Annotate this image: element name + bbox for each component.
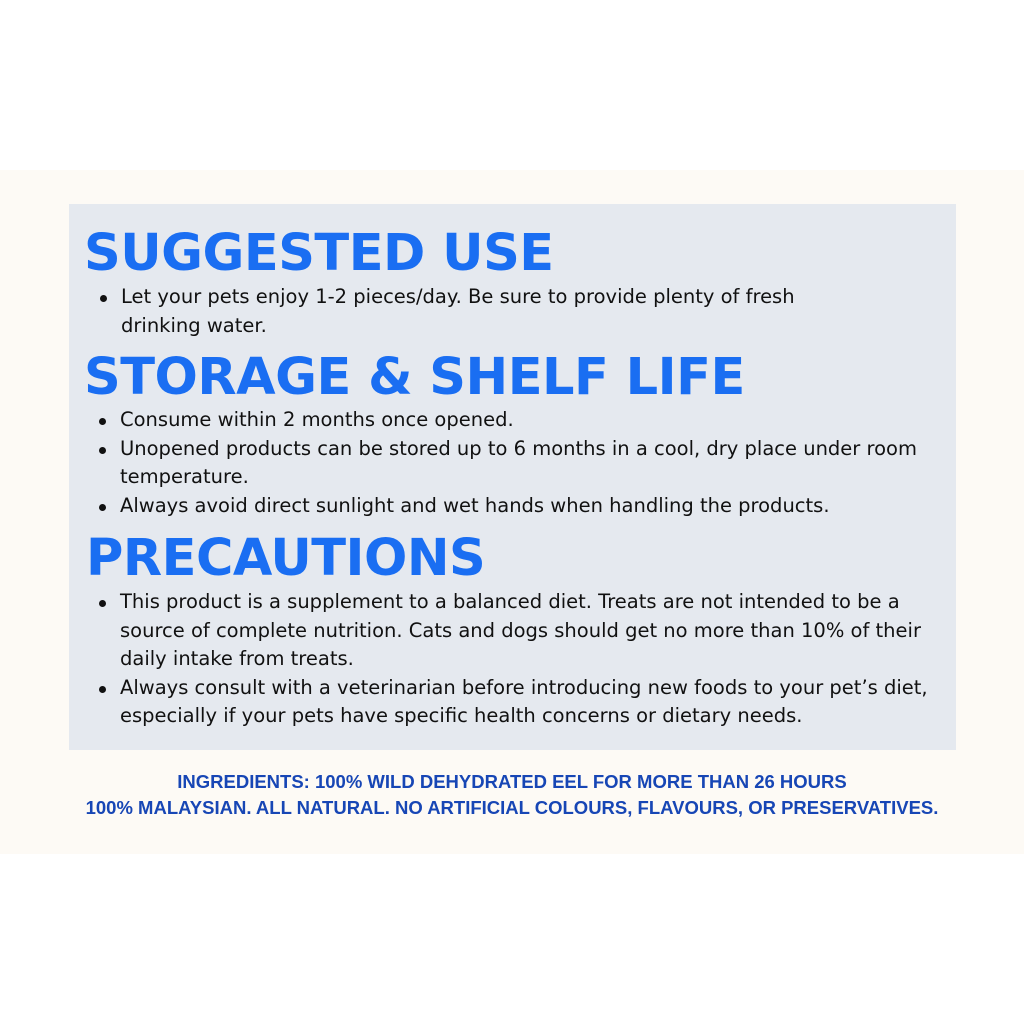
list-item-text: Unopened products can be stored up to 6 months in a cool, dry place under room temperature. — [120, 436, 917, 488]
storage-heading: STORAGE & SHELF LIFE — [84, 348, 745, 407]
list-item — [94, 588, 954, 674]
storage-list — [94, 406, 954, 520]
list-item-text: Let your pets enjoy 1-2 pieces/day. Be sure to provide plenty of fresh drinking water. — [121, 285, 795, 337]
list-item — [94, 492, 954, 521]
bullet-icon — [99, 504, 106, 511]
bullet-icon — [99, 418, 106, 425]
bullet-icon — [99, 686, 106, 693]
list-item-text: Always consult with a veterinarian before introducing new foods to your pet’s diet, especially if your pets have specific health concerns or dietary needs. — [120, 675, 928, 727]
list-item — [94, 435, 954, 492]
list-item — [94, 406, 954, 435]
bullet-icon — [99, 447, 106, 454]
list-item-text: This product is a supplement to a balanced diet. Treats are not intended to be a source of complete nutrition. Cats and dogs should get no more than 10% of their daily intake from treats. — [120, 590, 921, 670]
list-item — [94, 674, 954, 731]
ingredients-line: INGREDIENTS: 100% WILD DEHYDRATED EEL FOR MORE THAN 26 HOURS — [177, 771, 847, 792]
list-item-text: Consume within 2 months once opened. — [120, 408, 514, 431]
precautions-heading: PRECAUTIONS — [86, 529, 486, 588]
precautions-list — [94, 588, 954, 731]
claims-line: 100% MALAYSIAN. ALL NATURAL. NO ARTIFICIAL COLOURS, FLAVOURS, OR PRESERVATIVES. — [85, 797, 939, 818]
list-item-text: Always avoid direct sunlight and wet hands when handling the products. — [120, 493, 830, 517]
bullet-icon — [99, 600, 106, 607]
list-item — [95, 283, 875, 340]
suggested-use-list — [95, 283, 875, 340]
suggested-use-heading: SUGGESTED USE — [84, 224, 554, 283]
bullet-icon — [100, 295, 107, 302]
